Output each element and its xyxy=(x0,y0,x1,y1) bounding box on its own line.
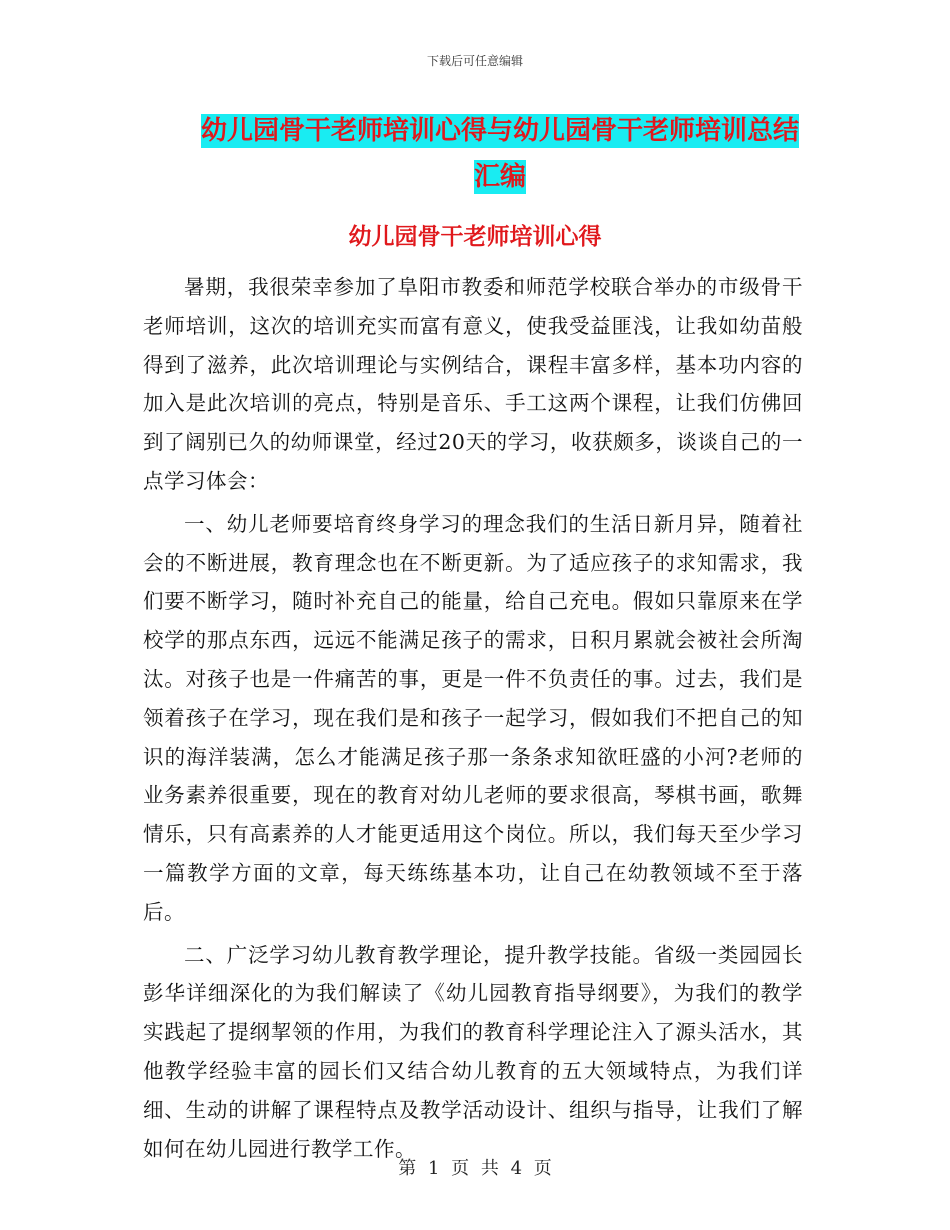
section-title: 幼儿园骨干老师培训心得 xyxy=(348,223,602,250)
paragraph-point-two: 二、广泛学习幼儿教育教学理论，提升教学技能。省级一类园园长彭华详细深化的为我们解读了《幼儿园教育指导纲要》，为我们的教学实践起了提纲挈领的作用，为我们的教育科学理论注入了源头活水，其他教学经验丰富的园长们又结合幼儿教育的五大领域特点，为我们详细、生动的讲解了课程特点及教学活动设计、组织与指导，让我们了解如何在幼儿园进行教学工作。 xyxy=(143,942,803,1161)
document-title-line-2: 汇编 xyxy=(473,162,526,192)
paragraph-point-one: 一、幼儿老师要培育终身学习的理念我们的生活日新月异，随着社会的不断进展，教育理念也在不断更新。为了适应孩子的求知需求，我们要不断学习，随时补充自己的能量，给自己充电。假如只靠原来在学校学的那点东西，远远不能满足孩子的需求，日积月累就会被社会所淘汰。对孩子也是一件痛苦的事，更是一件不负责任的事。过去，我们是领着孩子在学习，现在我们是和孩子一起学习，假如我们不把自己的知识的海洋装满，怎么才能满足孩子那一条条求知欲旺盛的小河?老师的业务素养很重要，现在的教育对幼儿老师的要求很高，琴棋书画，歌舞情乐，只有高素养的人才能更适用这个岗位。所以，我们每天至少学习一篇教学方面的文章，每天练练基本功，让自己在幼教领域不至于落后。 xyxy=(143,511,803,924)
paragraph-intro: 暑期，我很荣幸参加了阜阳市教委和师范学校联合举办的市级骨干老师培训，这次的培训充实而富有意义，使我受益匪浅，让我如幼苗般得到了滋养，此次培训理论与实例结合，课程丰富多样，基本功内容的加入是此次培训的亮点，特别是音乐、手工这两个课程，让我们仿佛回到了阔别已久的幼师课堂，经过20天的学习，收获颇多，谈谈自己的一点学习体会： xyxy=(143,275,803,493)
body-text xyxy=(143,268,803,1172)
header-note: 下载后可任意编辑 xyxy=(426,54,523,68)
page-footer: 第 1 页 共 4 页 xyxy=(398,1158,552,1179)
document-title-line-1: 幼儿园骨干老师培训心得与幼儿园骨干老师培训总结 xyxy=(200,116,799,146)
document-title xyxy=(150,108,850,200)
